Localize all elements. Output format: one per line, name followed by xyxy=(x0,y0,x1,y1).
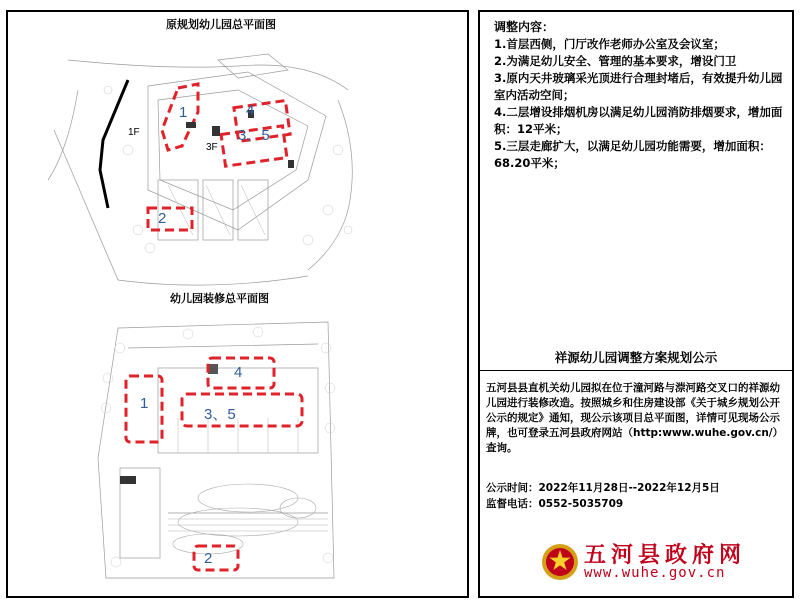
original-area-3-5-label: 3、5 xyxy=(238,127,270,144)
adjustment-item-1: 1.首层西侧，门厅改作老师办公室及会议室； xyxy=(494,37,725,51)
notice-body: 五河县县直机关幼儿园拟在位于潼河路与漴河路交叉口的祥源幼儿园进行装修改造。按照城乡和住房建设部《关于城乡规划公开公示的规定》通知，现公示该项目总平面图，详情可见现场公示牌，也可登录五河县政府网站（http:www.wuhe.gov.cn/）查询。 xyxy=(486,382,784,454)
adjustment-item-3: 3.原内天井玻璃采光顶进行合理封堵后，有效提升幼儿园室内活动空间； xyxy=(494,71,783,102)
publicity-period: 公示时间：2022年11月28日--2022年12月5日 xyxy=(486,482,720,494)
floor-3f-label: 3F xyxy=(206,142,218,153)
adjustment-item-5: 5.三层走廊扩大，以满足幼儿园功能需要，增加面积：68.20平米； xyxy=(494,139,771,170)
renovation-area-3-5-label: 3、5 xyxy=(204,406,236,423)
renovation-plan-title: 幼儿园装修总平面图 xyxy=(170,292,269,305)
floor-1f-label: 1F xyxy=(128,127,140,138)
renovation-area-2-label: 2 xyxy=(204,550,213,567)
adjustments-title: 调整内容： xyxy=(494,20,555,34)
renovation-area-4-label: 4 xyxy=(234,364,243,381)
renovation-area-1-label: 1 xyxy=(140,395,149,412)
adjustment-item-4: 4.二层增设排烟机房以满足幼儿园消防排烟要求，增加面积：12平米； xyxy=(494,105,783,136)
notice-panel xyxy=(478,10,794,598)
renovation-site-plan xyxy=(8,308,467,593)
adjustment-item-2: 2.为满足幼儿安全、管理的基本要求，增设门卫 xyxy=(494,54,737,68)
site-name: 五河县政府网 xyxy=(584,542,747,568)
national-emblem-icon xyxy=(540,542,580,582)
site-url: www.wuhe.gov.cn xyxy=(584,565,726,581)
site-plan-panel xyxy=(6,10,469,598)
original-area-4-label: 4 xyxy=(246,102,255,119)
original-area-2-label: 2 xyxy=(158,210,167,227)
supervision-phone: 监督电话：0552-5035709 xyxy=(486,498,624,510)
government-site-logo xyxy=(540,534,790,594)
original-area-1-label: 1 xyxy=(179,104,188,121)
original-plan-title: 原规划幼儿园总平面图 xyxy=(166,18,276,31)
notice-title: 祥源幼儿园调整方案规划公示 xyxy=(554,350,718,365)
notice-divider xyxy=(480,370,792,371)
original-site-plan xyxy=(8,30,467,300)
